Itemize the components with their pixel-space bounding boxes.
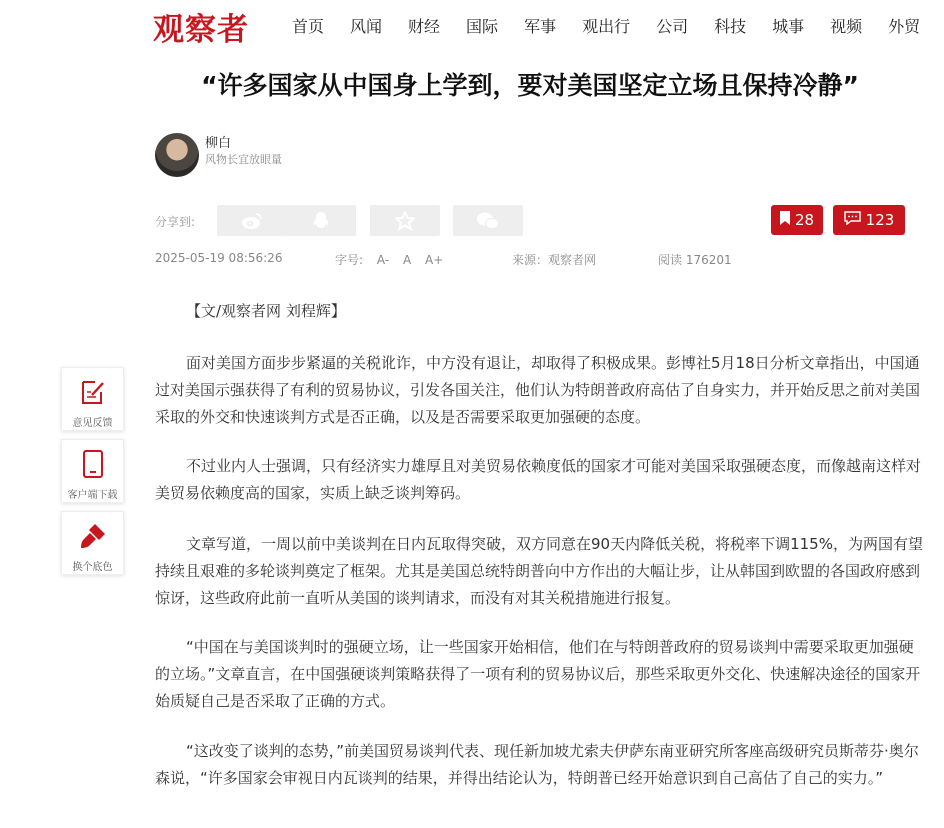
article-byline: 【文/观察者网 刘程辉】 — [186, 302, 346, 320]
share-qzone-button[interactable] — [370, 205, 440, 236]
author-name[interactable]: 柳白 — [205, 136, 232, 151]
share-weibo-button[interactable] — [217, 205, 287, 236]
publish-date: 2025-05-19 08:56:26 — [155, 251, 283, 265]
nav-item-fengwen[interactable]: 风闻 — [350, 17, 383, 36]
comment-button[interactable] — [833, 205, 905, 235]
share-label: 分享到: — [155, 215, 196, 229]
font-size-controls — [335, 251, 453, 268]
article-paragraph: “这改变了谈判的态势，”前美国贸易谈判代表、现任新加坡尤索夫伊萨东南亚研究所客座高级研究员斯蒂芬·奥尔森说，“许多国家会审视日内瓦谈判的结果，并得出结论认为，特朗普已经开始意识到自己高估了自己的实力。” — [155, 742, 919, 787]
site-logo[interactable]: 观察者 — [153, 12, 249, 48]
phone-icon — [82, 448, 104, 480]
article-paragraph: 面对美国方面步步紧逼的关税讹诈，中方没有退让，却取得了积极成果。彭博社5月18日分析文章指出，中国通过对美国示强获得了有利的贸易协议，引发各国关注，他们认为特朗普政府高估了自身实力，并开始反思之前对美国采取的外交和快速谈判方式是否正确，以及是否需要采取更加强硬的态度。 — [155, 354, 921, 426]
qq-icon — [312, 211, 330, 231]
qzone-star-icon — [395, 211, 415, 231]
comment-icon — [844, 211, 861, 229]
paint-brush-icon — [78, 520, 108, 552]
article-paragraph: 文章写道，一周以前中美谈判在日内瓦取得突破，双方同意在90天内降低关税，将税率下调115%，为两国有望持续且艰难的多轮谈判奠定了框架。尤其是美国总统特朗普向中方作出的大幅让步，让从韩国到欧盟的各国政府感到惊讶，这些政府此前一直听从美国的谈判请求，而没有对其关税措施进行报复。 — [155, 535, 923, 607]
nav-item-international[interactable]: 国际 — [466, 17, 499, 36]
bookmark-count: 28 — [794, 211, 815, 229]
weibo-icon — [241, 212, 263, 230]
view-count: 阅读 176201 — [658, 253, 732, 267]
edit-icon — [80, 376, 106, 408]
font-size-label: 字号: — [335, 253, 364, 267]
app-download-button[interactable] — [61, 439, 124, 503]
wechat-icon — [476, 211, 500, 231]
article-paragraph: “中国在与美国谈判时的强硬立场，让一些国家开始相信，他们在与特朗普政府的贸易谈判中需要采取更加强硬的立场。”文章直言，在中国强硬谈判策略获得了一项有利的贸易协议后，那些采取更外交化、快速解决途径的国家开始质疑自己是否采取了正确的方式。 — [155, 638, 921, 710]
article-paragraph: 不过业内人士强调，只有经济实力雄厚且对美贸易依赖度低的国家才可能对美国采取强硬态度，而像越南这样对美贸易依赖度高的国家，实质上缺乏谈判筹码。 — [155, 457, 922, 502]
feedback-button[interactable] — [61, 367, 124, 431]
bookmark-button[interactable] — [771, 205, 823, 235]
share-qq-button[interactable] — [286, 205, 356, 236]
main-nav — [292, 14, 944, 37]
comment-count: 123 — [865, 211, 895, 229]
nav-item-tech[interactable]: 科技 — [714, 17, 747, 36]
app-download-label: 客户端下载 — [67, 490, 118, 501]
font-size-smaller-button[interactable]: A- — [376, 253, 390, 267]
change-theme-button[interactable] — [61, 511, 124, 575]
author-avatar[interactable] — [155, 133, 199, 177]
feedback-label: 意见反馈 — [72, 418, 113, 429]
article-source: 来源：观察者网 — [512, 253, 597, 267]
font-size-larger-button[interactable]: A+ — [425, 253, 444, 267]
change-theme-label: 换个底色 — [72, 562, 113, 573]
nav-item-home[interactable]: 首页 — [292, 17, 325, 36]
font-size-normal-button[interactable]: A — [402, 253, 412, 267]
article-title: “许多国家从中国身上学到，要对美国坚定立场且保持冷静” — [201, 71, 859, 100]
bookmark-icon — [780, 211, 790, 229]
nav-item-finance[interactable]: 财经 — [408, 17, 441, 36]
author-description: 风物长宜放眼量 — [205, 153, 282, 166]
nav-item-video[interactable]: 视频 — [830, 17, 863, 36]
nav-item-military[interactable]: 军事 — [524, 17, 557, 36]
nav-item-city[interactable]: 城事 — [772, 17, 805, 36]
nav-item-travel[interactable]: 观出行 — [582, 17, 631, 36]
nav-item-trade[interactable]: 外贸 — [888, 17, 921, 36]
nav-item-company[interactable]: 公司 — [656, 17, 689, 36]
share-wechat-button[interactable] — [453, 205, 523, 236]
